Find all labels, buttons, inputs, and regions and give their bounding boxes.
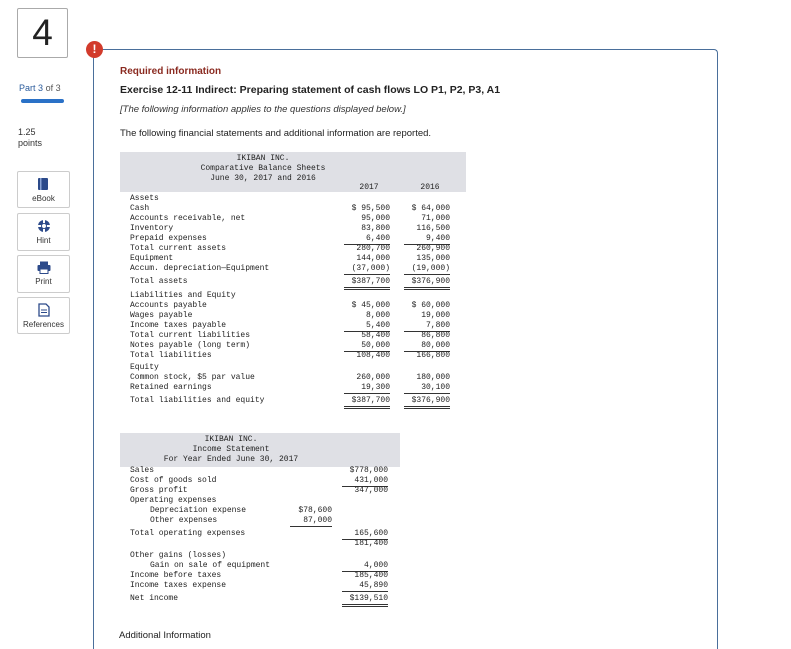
- bs-value-2016: (19,000): [404, 264, 450, 275]
- bs-value-2016: 260,900: [416, 244, 450, 253]
- applies-note: [The following information applies to the questions displayed below.]: [120, 104, 406, 115]
- bs-row-label: Total assets: [130, 277, 188, 286]
- bs-date: June 30, 2017 and 2016: [210, 174, 316, 183]
- hint-button[interactable]: [17, 213, 70, 251]
- bs-value-2017: $387,700: [344, 277, 390, 290]
- bs-row-label: Total current liabilities: [130, 331, 251, 340]
- is-row-label: Net income: [130, 594, 179, 603]
- bs-value-2017: 58,400: [361, 331, 390, 340]
- bs-company: IKIBAN INC.: [236, 154, 290, 163]
- ebook-button[interactable]: [17, 171, 70, 208]
- references-label: References: [23, 320, 64, 329]
- bs-row-label: Total current assets: [130, 244, 227, 253]
- bs-value-2016: $ 60,000: [411, 301, 450, 310]
- book-icon: [37, 177, 50, 191]
- is-row-label: Other gains (losses): [130, 551, 227, 560]
- question-number: 4: [17, 8, 68, 58]
- bs-value-2017: 6,400: [344, 234, 390, 245]
- bs-value-2016: 19,000: [421, 311, 450, 320]
- bs-col-2016: 2016: [420, 183, 440, 192]
- part-of-total: of 3: [45, 83, 61, 93]
- bs-value-2016: $ 64,000: [411, 204, 450, 213]
- bs-value-2016: $376,900: [404, 396, 450, 409]
- bs-row-label: Total liabilities: [130, 351, 212, 360]
- printer-icon: [37, 261, 51, 274]
- is-outer-value: $139,510: [342, 594, 388, 607]
- bs-row-label: Common stock, $5 par value: [130, 373, 255, 382]
- is-row-label: Depreciation expense: [150, 506, 247, 515]
- is-outer-value: 347,000: [354, 486, 388, 495]
- bs-row-label: Inventory: [130, 224, 174, 233]
- print-button[interactable]: [17, 255, 70, 293]
- bs-value-2017: 19,300: [344, 383, 390, 394]
- bs-value-2016: 71,000: [421, 214, 450, 223]
- bs-value-2016: 9,400: [404, 234, 450, 245]
- is-outer-value: 45,890: [342, 581, 388, 592]
- bs-value-2017: $387,700: [344, 396, 390, 409]
- bs-value-2017: 280,700: [356, 244, 390, 253]
- references-icon: [38, 303, 50, 317]
- bs-row-label: Retained earnings: [130, 383, 212, 392]
- bs-row-label: Liabilities and Equity: [130, 291, 236, 300]
- is-row-label: Gain on sale of equipment: [150, 561, 271, 570]
- is-row-label: Total operating expenses: [130, 529, 246, 538]
- bs-value-2016: 7,800: [404, 321, 450, 332]
- part-current: 3: [38, 83, 44, 93]
- income-statement-table: [120, 433, 400, 613]
- is-row-label: Income taxes expense: [130, 581, 227, 590]
- bs-row-label: Accounts payable: [130, 301, 207, 310]
- part-indicator: [19, 83, 61, 93]
- bs-value-2016: $376,900: [404, 277, 450, 290]
- hint-label: Hint: [36, 236, 51, 245]
- is-period: For Year Ended June 30, 2017: [163, 455, 299, 464]
- is-row-label: Operating expenses: [130, 496, 217, 505]
- points-info: [18, 127, 42, 149]
- bs-row-label: Wages payable: [130, 311, 193, 320]
- bs-value-2017: 83,800: [361, 224, 390, 233]
- is-outer-value: 431,000: [342, 476, 388, 487]
- bs-row-label: Cash: [130, 204, 150, 213]
- additional-information-heading: Additional Information: [119, 630, 211, 641]
- bs-row-label: Equity: [130, 363, 159, 372]
- bs-value-2017: 5,400: [344, 321, 390, 332]
- bs-value-2016: 30,100: [404, 383, 450, 394]
- bs-value-2017: (37,000): [344, 264, 390, 275]
- alert-icon: !: [86, 41, 103, 58]
- bs-value-2016: 86,800: [421, 331, 450, 340]
- ebook-label: eBook: [32, 194, 55, 203]
- bs-col-2017: 2017: [359, 183, 379, 192]
- bs-value-2016: 135,000: [416, 254, 450, 263]
- is-inner-value: 87,000: [290, 516, 332, 527]
- bs-row-label: Income taxes payable: [130, 321, 227, 330]
- bs-value-2017: 8,000: [365, 311, 390, 320]
- is-outer-value: 165,600: [342, 529, 388, 540]
- required-information-heading: Required information: [120, 66, 222, 77]
- is-outer-value: 4,000: [342, 561, 388, 572]
- print-label: Print: [35, 277, 52, 286]
- intro-text: The following financial statements and additional information are reported.: [120, 128, 432, 139]
- bs-value-2016: 116,500: [416, 224, 450, 233]
- is-outer-value: 185,400: [354, 571, 388, 580]
- bs-value-2016: 180,000: [416, 373, 450, 382]
- balance-sheet-table: [120, 152, 466, 410]
- bs-value-2017: $ 95,500: [351, 204, 390, 213]
- is-row-label: Cost of goods sold: [130, 476, 217, 485]
- references-button[interactable]: [17, 297, 70, 334]
- bs-value-2017: 108,400: [356, 351, 390, 360]
- exercise-title: Exercise 12-11 Indirect: Preparing statement of cash flows LO P1, P2, P3, A1: [120, 84, 501, 96]
- bs-value-2017: 50,000: [344, 341, 390, 352]
- bs-row-label: Total liabilities and equity: [130, 396, 265, 405]
- bs-row-label: Assets: [130, 194, 159, 203]
- is-inner-value: $78,600: [298, 506, 332, 515]
- is-outer-value: 181,400: [354, 539, 388, 548]
- is-row-label: Income before taxes: [130, 571, 222, 580]
- is-row-label: Other expenses: [150, 516, 218, 525]
- is-row-label: Gross profit: [130, 486, 188, 495]
- hint-lifebuoy-icon: [37, 219, 51, 233]
- bs-title: Comparative Balance Sheets: [200, 164, 326, 173]
- bs-row-label: Accounts receivable, net: [130, 214, 246, 223]
- bs-value-2016: 80,000: [404, 341, 450, 352]
- bs-row-label: Notes payable (long term): [130, 341, 251, 350]
- bs-value-2017: $ 45,000: [351, 301, 390, 310]
- is-title: Income Statement: [192, 445, 270, 454]
- bs-value-2017: 144,000: [356, 254, 390, 263]
- is-row-label: Sales: [130, 466, 155, 475]
- bs-row-label: Accum. depreciation—Equipment: [130, 264, 270, 273]
- bs-value-2017: 260,000: [356, 373, 390, 382]
- points-value: 1.25: [18, 127, 36, 137]
- bs-value-2017: 95,000: [361, 214, 390, 223]
- points-label: points: [18, 138, 43, 148]
- part-progress-bar: [21, 99, 64, 103]
- bs-row-label: Equipment: [130, 254, 174, 263]
- is-company: IKIBAN INC.: [204, 435, 258, 444]
- part-label: Part: [19, 83, 36, 93]
- is-outer-value: $778,000: [349, 466, 388, 475]
- bs-row-label: Prepaid expenses: [130, 234, 207, 243]
- bs-value-2016: 166,800: [416, 351, 450, 360]
